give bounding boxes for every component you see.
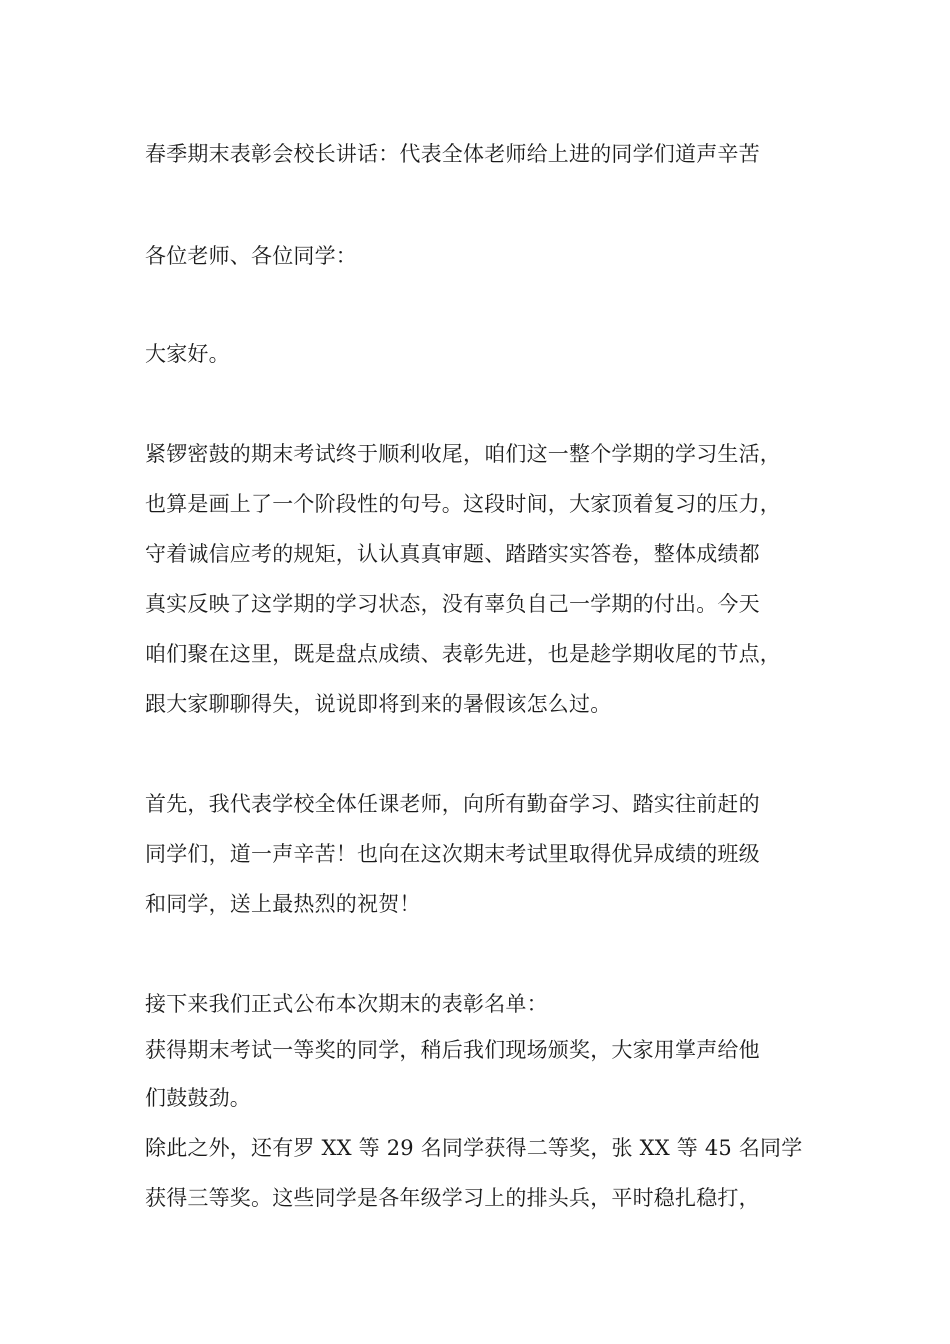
- paragraph-line: 也算是画上了一个阶段性的句号。这段时间，大家顶着复习的压力，: [145, 492, 781, 516]
- paragraph-line: 获得期末考试一等奖的同学，稍后我们现场颁奖，大家用掌声给他: [145, 1038, 760, 1062]
- paragraph-line: 紧锣密鼓的期末考试终于顺利收尾，咱们这一整个学期的学习生活，: [145, 442, 781, 466]
- paragraph-line: 首先，我代表学校全体任课老师，向所有勤奋学习、踏实往前赶的: [145, 792, 760, 816]
- paragraph-line: 除此之外，还有罗 XX 等 29 名同学获得二等奖，张 XX 等 45 名同学: [145, 1136, 803, 1160]
- document-title: 春季期末表彰会校长讲话：代表全体老师给上进的同学们道声辛苦: [145, 142, 760, 166]
- paragraph-line: 和同学，送上最热烈的祝贺！: [145, 892, 421, 916]
- paragraph-line: 接下来我们正式公布本次期末的表彰名单：: [145, 992, 548, 1016]
- salutation: 各位老师、各位同学：: [145, 244, 357, 268]
- paragraph-line: 咱们聚在这里，既是盘点成绩、表彰先进，也是趁学期收尾的节点，: [145, 642, 781, 666]
- paragraph-line: 获得三等奖。这些同学是各年级学习上的排头兵，平时稳扎稳打，: [145, 1186, 760, 1210]
- paragraph-line: 们鼓鼓劲。: [145, 1086, 251, 1110]
- paragraph-line: 同学们，道一声辛苦！也向在这次期末考试里取得优异成绩的班级: [145, 842, 760, 866]
- paragraph-line: 真实反映了这学期的学习状态，没有辜负自己一学期的付出。今天: [145, 592, 760, 616]
- paragraph-line: 跟大家聊聊得失，说说即将到来的暑假该怎么过。: [145, 692, 612, 716]
- paragraph-line: 守着诚信应考的规矩，认认真真审题、踏踏实实答卷，整体成绩都: [145, 542, 760, 566]
- greeting: 大家好。: [145, 342, 230, 366]
